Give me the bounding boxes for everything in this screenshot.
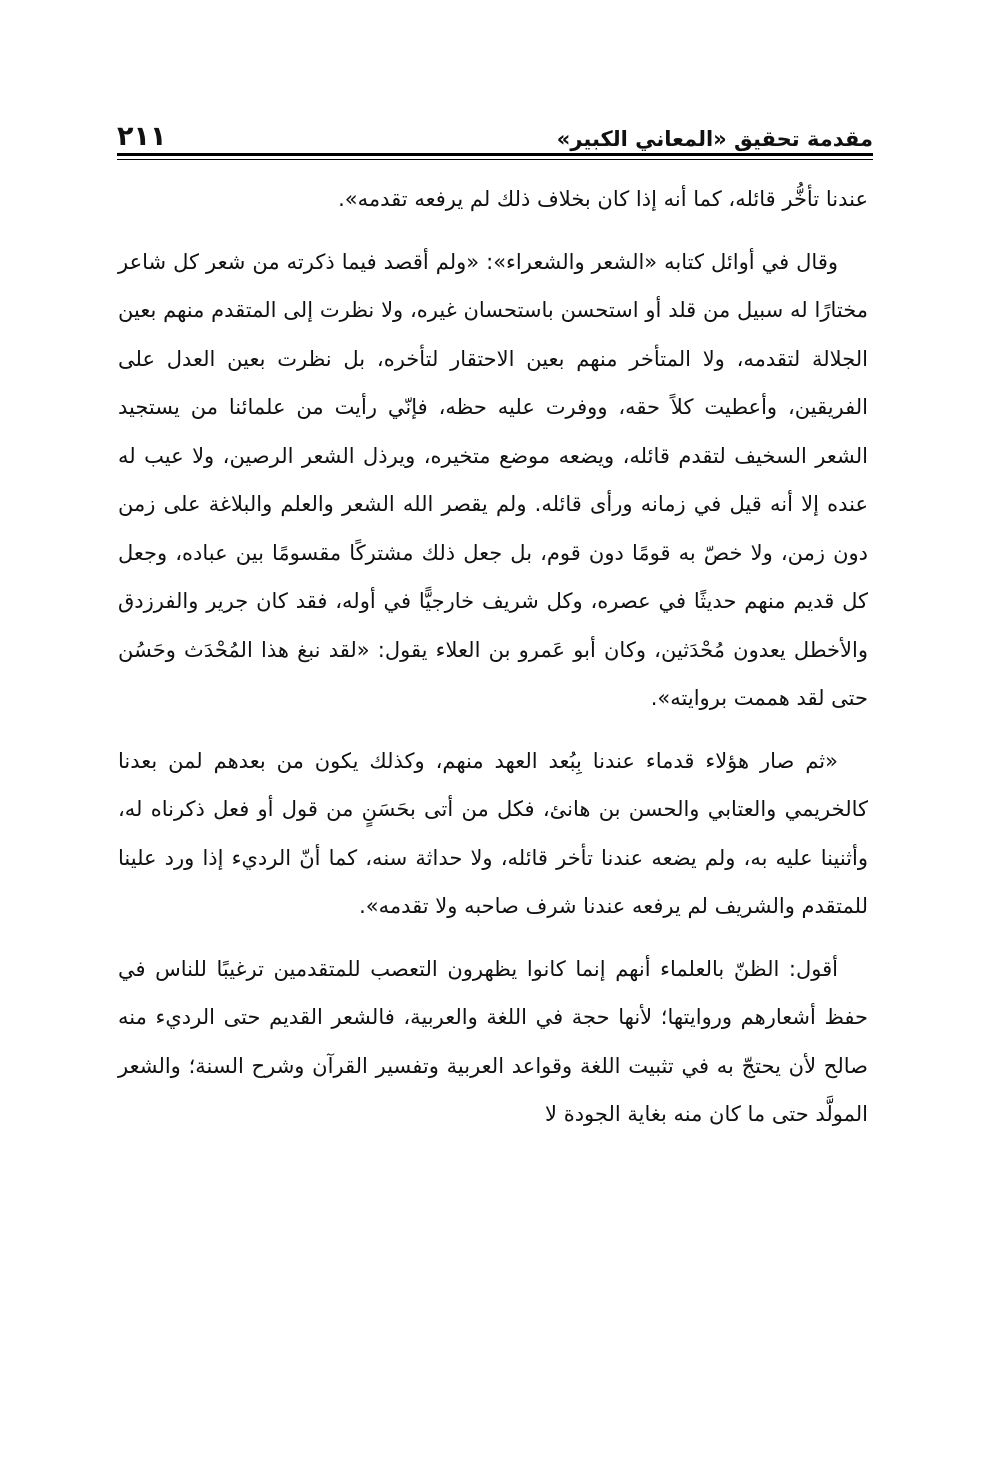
page-number: ٢١١ [117, 121, 167, 152]
running-header [117, 110, 873, 150]
paragraph-1: عندنا تأخُّر قائله، كما أنه إذا كان بخلاف ذلك لم يرفعه تقدمه». [338, 187, 868, 211]
paragraph-3: «ثم صار هؤلاء قدماء عندنا بِبُعد العهد منهم، وكذلك يكون من بعدهم لمن بعدنا كالخريمي والعتابي والحسن بن هانئ، فكل من أتى بحَسَنٍ من قول أو فعل ذكرناه له، وأثنينا عليه به، ولم يضعه عندنا تأخر قائله، ولا حداثة سنه، كما أنّ الرديء إذا ورد علينا للمتقدم والشريف لم يرفعه عندنا شرف صاحبه ولا تقدمه». [118, 748, 868, 918]
body-text [118, 175, 868, 1153]
header-rule-thin [117, 159, 873, 160]
header-rule-thick [117, 153, 873, 156]
paragraph-4: أقول: الظنّ بالعلماء أنهم إنما كانوا يظهرون التعصب للمتقدمين ترغيبًا للناس في حفظ أشعارهم وروايتها؛ لأنها حجة في اللغة والعربية، فالشعر القديم حتى الرديء منه صالح لأن يحتجّ به في تثبيت اللغة وقواعد العربية وتفسير القرآن وشرح السنة؛ والشعر المولَّد حتى ما كان منه بغاية الجودة لا [118, 956, 868, 1126]
paragraph-2: وقال في أوائل كتابه «الشعر والشعراء»: «ولم أقصد فيما ذكرته من شعر كل شاعر مختارًا له سبيل من قلد أو استحسن باستحسان غيره، ولا نظرت إلى المتقدم منهم بعين الجلالة لتقدمه، ولا المتأخر منهم بعين الاحتقار لتأخره، بل نظرت بعين العدل على الفريقين، وأعطيت كلاً حقه، ووفرت عليه حظه، فإنّي رأيت من علمائنا من يستجيد الشعر السخيف لتقدم قائله، ويضعه موضع متخيره، ويرذل الشعر الرصين، ولا عيب له عنده إلا أنه قيل في زمانه ورأى قائله. ولم يقصر الله الشعر والعلم والبلاغة على زمن دون زمن، ولا خصّ به قومًا دون قوم، بل جعل ذلك مشتركًا مقسومًا بين عباده، وجعل كل قديم منهم حديثًا في عصره، وكل شريف خارجيًّا في أوله، فقد كان جرير والفرزدق والأخطل يعدون مُحْدَثين، وكان أبو عَمرو بن العلاء يقول: «لقد نبغ هذا المُحْدَث وحَسُن حتى لقد هممت بروايته». [118, 249, 868, 710]
running-head-title: مقدمة تحقيق «المعاني الكبير» [556, 127, 873, 151]
